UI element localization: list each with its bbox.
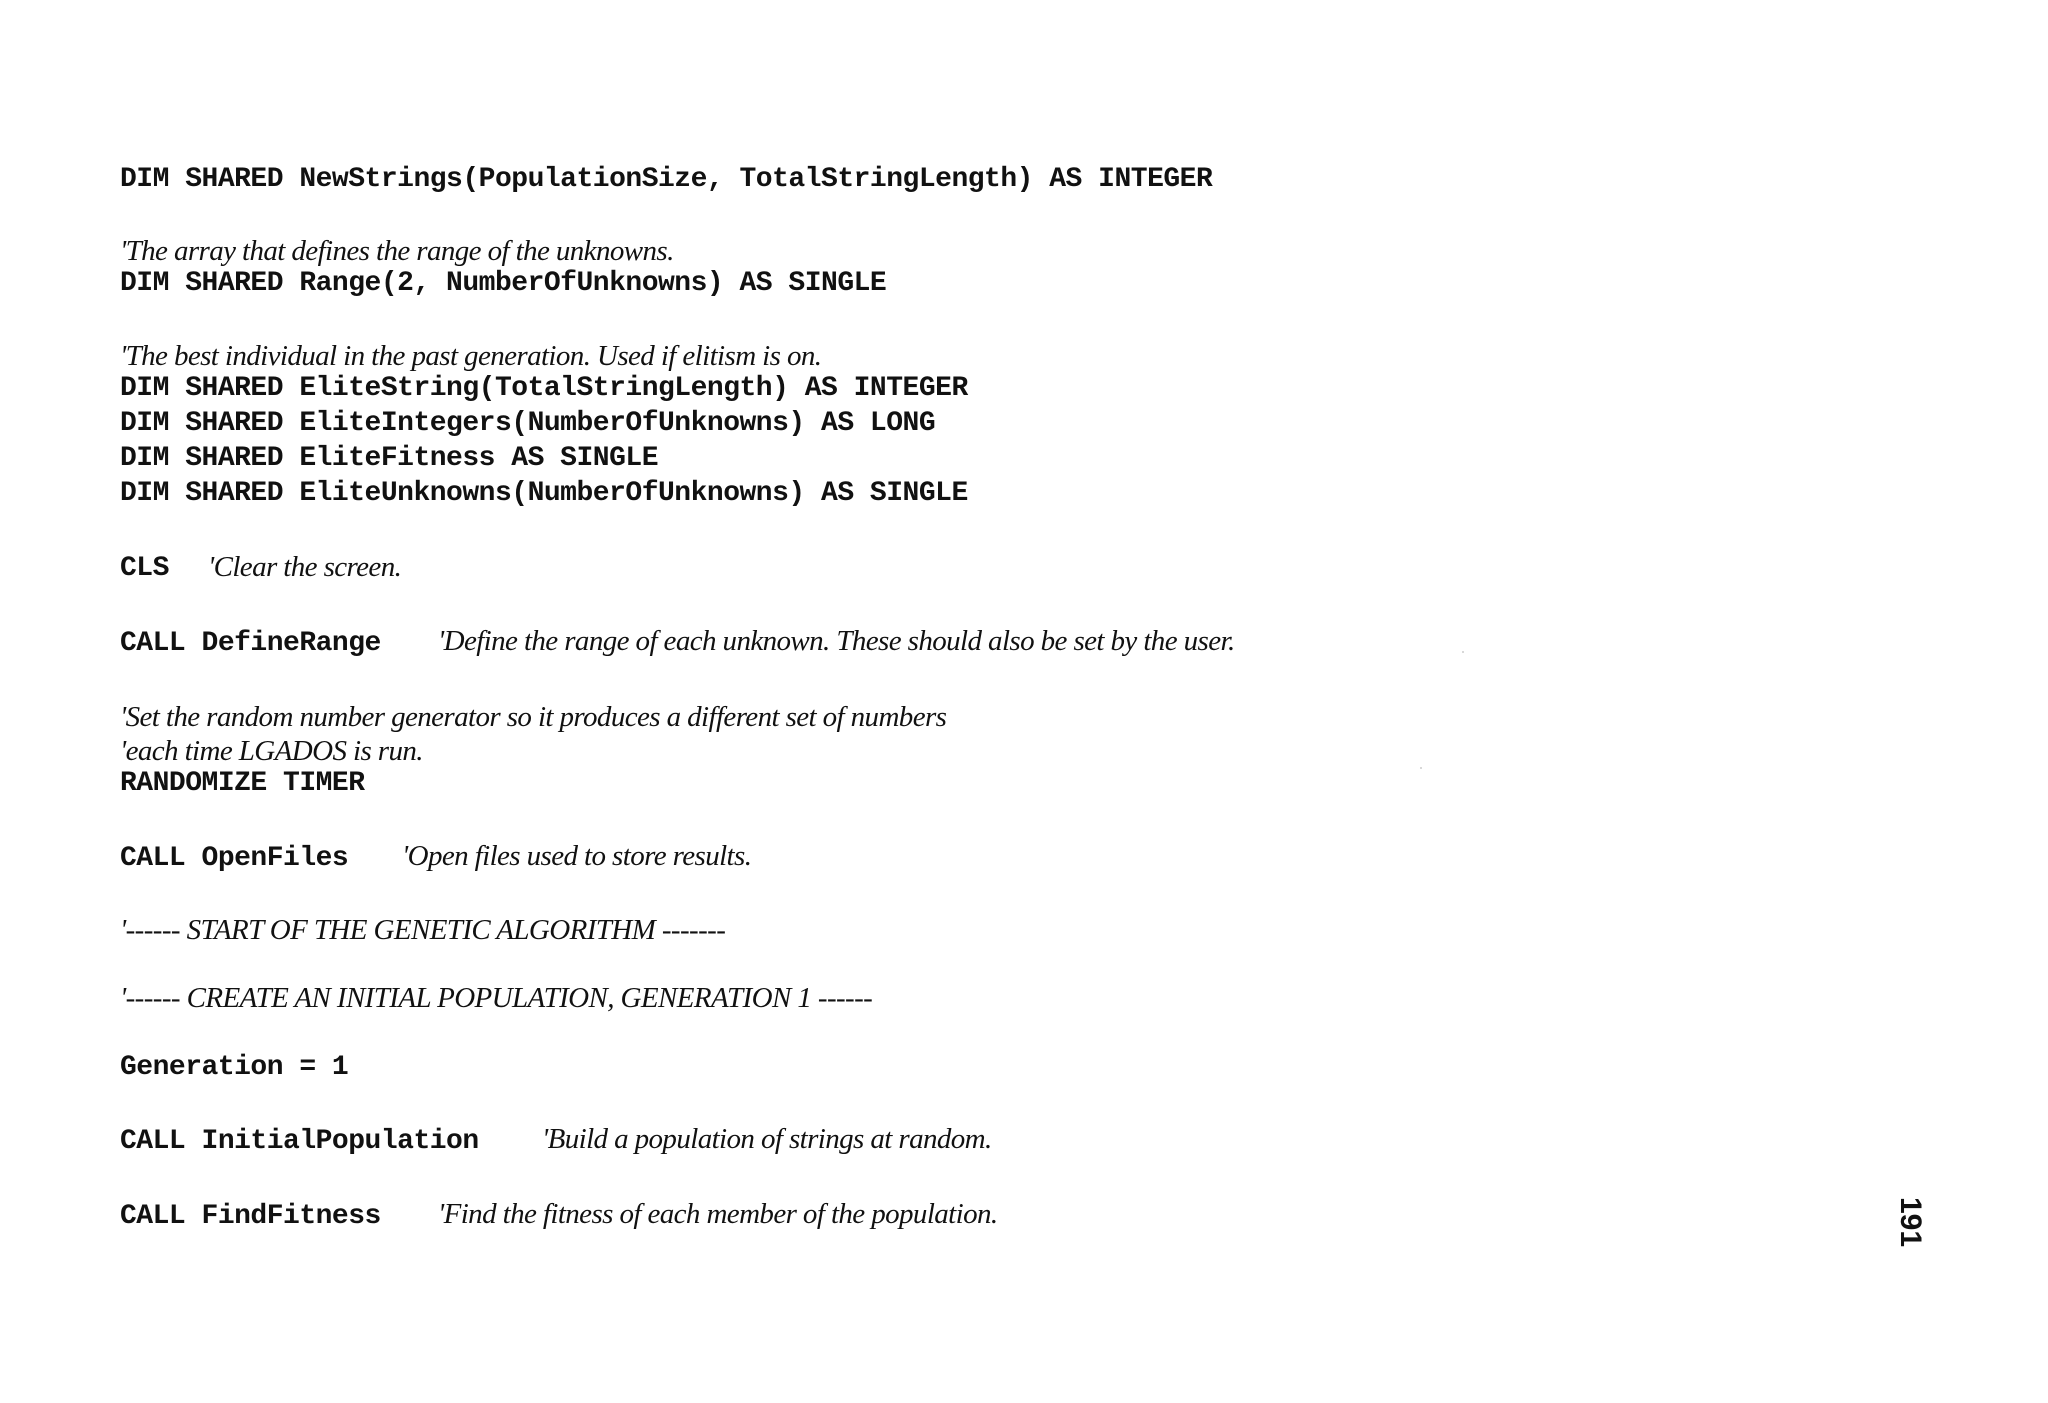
comment-find-fitness: 'Find the fitness of each member of the population. bbox=[438, 1198, 998, 1230]
comment-define-range: 'Define the range of each unknown. These should also be set by the user. bbox=[438, 625, 1235, 657]
code-line-find-fitness: CALL FindFitness bbox=[120, 1201, 381, 1232]
comment-line-elite: 'The best individual in the past generation. Used if elitism is on. bbox=[120, 340, 822, 372]
comment-line-range: 'The array that defines the range of the unknowns. bbox=[120, 235, 674, 267]
code-line-elite-fitness: DIM SHARED EliteFitness AS SINGLE bbox=[120, 443, 658, 474]
code-line-elite-string: DIM SHARED EliteString(TotalStringLength) AS INTEGER bbox=[120, 373, 968, 404]
code-line-elite-unknowns: DIM SHARED EliteUnknowns(NumberOfUnknowns) AS SINGLE bbox=[120, 478, 968, 509]
code-line-generation: Generation = 1 bbox=[120, 1052, 349, 1083]
comment-line-start-ga: '------ START OF THE GENETIC ALGORITHM ------- bbox=[120, 914, 726, 946]
comment-line-create-population: '------ CREATE AN INITIAL POPULATION, GENERATION 1 ------ bbox=[120, 982, 873, 1014]
code-line-cls: CLS bbox=[120, 553, 169, 584]
comment-line-random-1: 'Set the random number generator so it produces a different set of numbers bbox=[120, 701, 947, 733]
code-line-randomize: RANDOMIZE TIMER bbox=[120, 768, 365, 799]
code-line-openfiles: CALL OpenFiles bbox=[120, 843, 349, 874]
code-line-range: DIM SHARED Range(2, NumberOfUnknowns) AS SINGLE bbox=[120, 268, 887, 299]
comment-openfiles: 'Open files used to store results. bbox=[402, 840, 752, 872]
comment-initial-population: 'Build a population of strings at random. bbox=[542, 1123, 992, 1155]
code-line-initial-population: CALL InitialPopulation bbox=[120, 1126, 479, 1157]
comment-cls: 'Clear the screen. bbox=[208, 551, 402, 583]
page-number: 191 bbox=[1894, 1196, 1927, 1248]
comment-line-random-2: 'each time LGADOS is run. bbox=[120, 735, 423, 767]
code-line-elite-integers: DIM SHARED EliteIntegers(NumberOfUnknowns) AS LONG bbox=[120, 408, 936, 439]
scan-speck bbox=[1420, 767, 1422, 769]
scan-speck bbox=[1462, 651, 1464, 653]
code-line-newstrings: DIM SHARED NewStrings(PopulationSize, TotalStringLength) AS INTEGER bbox=[120, 164, 1213, 195]
code-line-define-range: CALL DefineRange bbox=[120, 628, 381, 659]
